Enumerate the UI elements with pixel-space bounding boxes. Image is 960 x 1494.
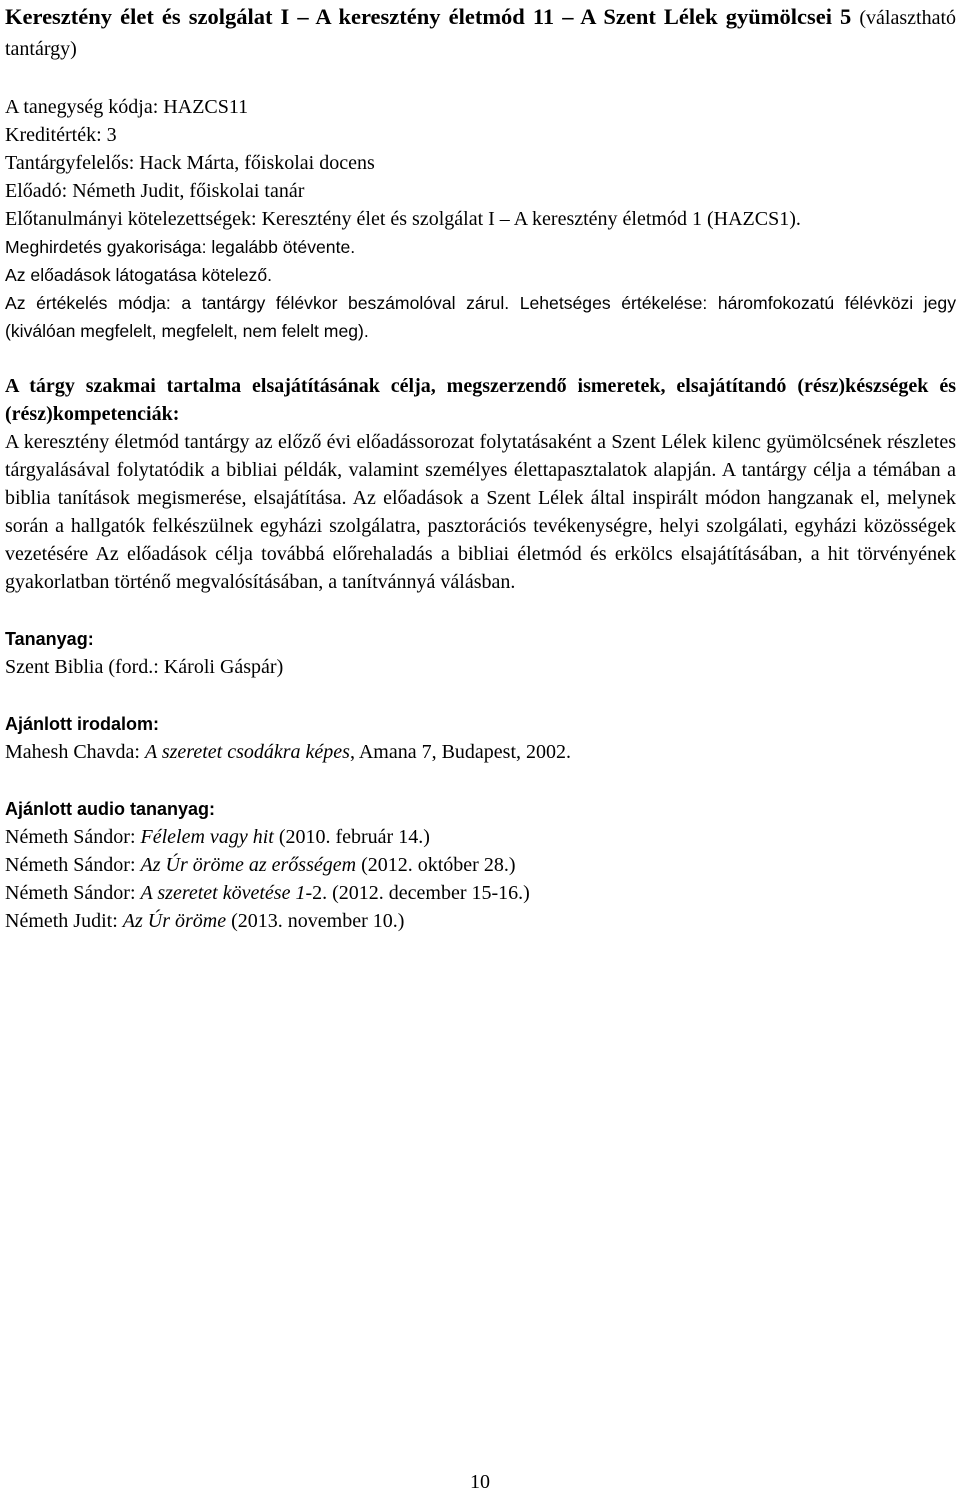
course-responsible: Tantárgyfelelős: Hack Márta, főiskolai docens xyxy=(5,152,375,174)
audio-item xyxy=(5,879,956,907)
document-page xyxy=(5,0,956,935)
audio-date: (2010. február 14.) xyxy=(273,826,430,848)
irodalom-item xyxy=(5,738,956,766)
irodalom-heading: Ajánlott irodalom: xyxy=(5,714,159,734)
course-title xyxy=(5,0,956,64)
goals-text: A keresztény életmód tantárgy az előző évi előadássorozat folytatásaként a Szent Lélek kilenc gyümölcsének részletes tárgyalásával folytatódik a bibliai példák, valamint személyes élettapasztalatok alapján. A tantárgy célja a témában a biblia tanítások megismerése, elsajátítása. Az előadások a Szent Lélek által inspirált módon hangzanak el, melynek során a hallgatók felkészülnek egyházi szolgálatra, pasztorációs tevékenységre, helyi szolgálati, egyházi közösségek vezetésére Az előadások célja továbbá előrehaladás a bibliai életmód és erkölcs elsajátításában, a hit törvényének gyakorlatban történő megvalósításában, a tanítvánnyá válásban. xyxy=(5,431,956,593)
irodalom-work: A szeretet csodákra képes xyxy=(144,741,350,763)
audio-heading: Ajánlott audio tananyag: xyxy=(5,799,216,819)
irodalom-section xyxy=(5,710,956,766)
course-credits: Kreditérték: 3 xyxy=(5,124,117,146)
audio-author: Németh Sándor: xyxy=(5,854,141,876)
evaluation-options: Lehetséges értékelése: háromfokozatú félévközi jegy (kiválóan megfelelt, megfelelt, nem felelt meg). xyxy=(5,293,957,341)
audio-item xyxy=(5,907,956,935)
audio-date: (2013. november 10.) xyxy=(226,910,405,932)
audio-work: Az Úr öröme xyxy=(122,910,227,932)
course-lecturer: Előadó: Németh Judit, főiskolai tanár xyxy=(5,180,305,202)
audio-item xyxy=(5,823,956,851)
audio-author: Németh Judit: xyxy=(5,910,123,932)
audio-date: (2012. október 28.) xyxy=(356,854,516,876)
course-title-subtitle: (választható tantárgy) xyxy=(5,7,956,60)
audio-work: A szeretet követése 1 xyxy=(140,882,306,904)
course-attendance: Az előadások látogatása kötelező. xyxy=(5,265,273,285)
course-code: A tanegység kódja: HAZCS11 xyxy=(5,96,249,118)
audio-work: Félelem vagy hit xyxy=(140,826,274,848)
irodalom-author: Mahesh Chavda: xyxy=(5,741,145,763)
audio-section xyxy=(5,795,956,935)
course-goals xyxy=(5,372,956,596)
tananyag-item: Szent Biblia (ford.: Károli Gáspár) xyxy=(5,656,284,678)
tananyag-section xyxy=(5,625,956,681)
audio-item xyxy=(5,851,956,879)
irodalom-publication: , Amana 7, Budapest, 2002. xyxy=(349,741,572,763)
audio-date: -2. (2012. december 15-16.) xyxy=(305,882,530,904)
evaluation-mode: Az értékelés módja: a tantárgy félévkor beszámolóval zárul. xyxy=(5,293,510,313)
course-metadata xyxy=(5,93,956,345)
course-frequency: Meghirdetés gyakorisága: legalább ötévente. xyxy=(5,237,356,257)
tananyag-heading: Tananyag: xyxy=(5,629,94,649)
course-prerequisites: Előtanulmányi kötelezettségek: Keresztény élet és szolgálat I – A keresztény életmód 1 (HAZCS1). xyxy=(5,208,801,230)
course-title-main: Keresztény élet és szolgálat I – A keresztény életmód 11 – A Szent Lélek gyümölcsei 5 xyxy=(5,4,852,29)
audio-author: Németh Sándor: xyxy=(5,882,141,904)
page-number: 10 xyxy=(470,1471,490,1493)
course-evaluation xyxy=(5,289,956,345)
goals-heading: A tárgy szakmai tartalma elsajátításának célja, megszerzendő ismeretek, elsajátítandó (rész)készségek és (rész)kompetenciák: xyxy=(5,375,956,425)
audio-work: Az Úr öröme az erősségem xyxy=(140,854,357,876)
audio-author: Németh Sándor: xyxy=(5,826,141,848)
